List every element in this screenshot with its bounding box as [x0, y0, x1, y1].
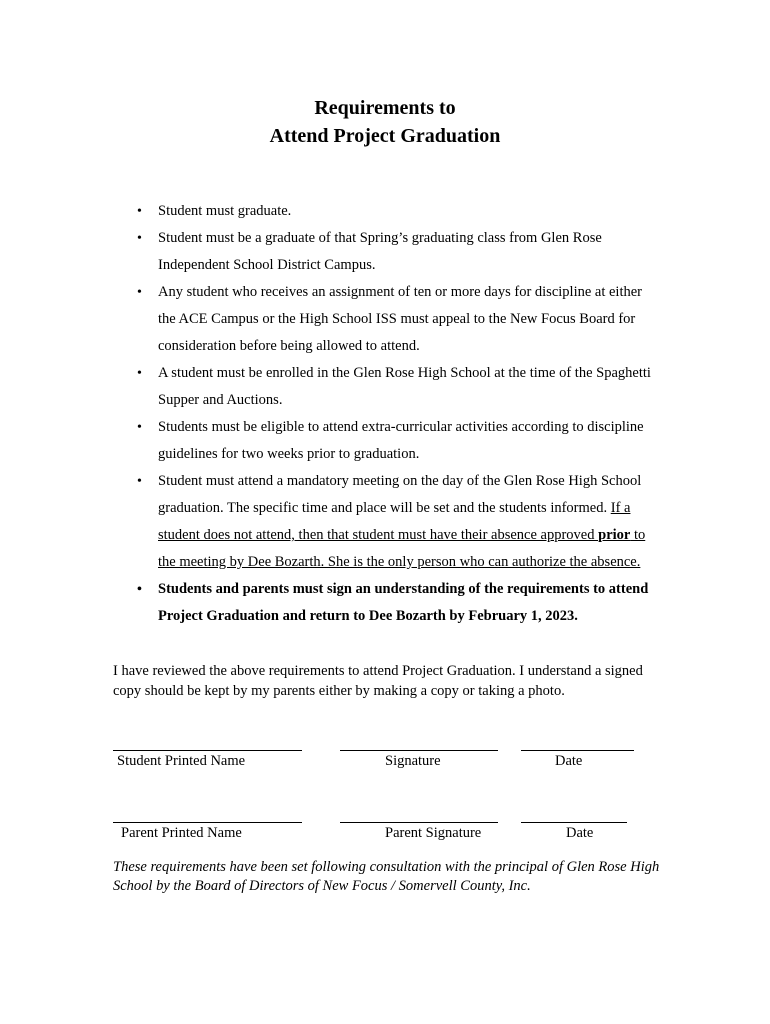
bullet-icon: •: [137, 204, 142, 219]
prior-emphasis: prior: [598, 527, 631, 543]
absence-notice-part-b: to the meeting by Dee Bozarth. She is the only person who can authorize the absence.: [158, 527, 646, 570]
date-label: Date: [555, 753, 583, 769]
parent-date-label: Date: [566, 825, 594, 841]
requirement-item-6: [137, 468, 658, 576]
document-title: [0, 94, 770, 150]
title-line-1: Requirements to: [314, 97, 456, 119]
requirement-text: Student must be a graduate of that Spring’s graduating class from Glen Rose Independent School District Campus.: [158, 230, 602, 273]
requirement-item-4: [137, 360, 658, 414]
bullet-icon: •: [137, 285, 142, 300]
parent-signature-label: Parent Signature: [385, 825, 482, 841]
bullet-icon: •: [137, 474, 142, 489]
student-name-line[interactable]: [113, 750, 302, 751]
requirements-list: [137, 198, 658, 630]
requirement-text: Students and parents must sign an understanding of the requirements to attend Project Graduation and return to Dee Bozarth by February 1, 2023.: [158, 581, 649, 624]
acknowledgement-text: I have reviewed the above requirements to attend Project Graduation. I understand a signed copy should be kept by my parents either by making a copy or taking a photo.: [113, 663, 643, 699]
requirement-text: Student must attend a mandatory meeting on the day of the Glen Rose High School graduation. The specific time and place will be set and the students informed.: [158, 473, 642, 516]
bullet-icon: •: [137, 231, 142, 246]
absence-notice-part-a: If a student does not attend, then that student must have their absence approved: [158, 500, 631, 543]
parent-printed-name-label: Parent Printed Name: [121, 825, 242, 841]
requirement-text: Student must graduate.: [158, 203, 292, 219]
requirement-item-2: [137, 225, 658, 279]
requirement-item-3: [137, 279, 658, 360]
title-line-2: Attend Project Graduation: [269, 125, 501, 147]
requirement-item-7: [137, 576, 658, 630]
footer-note: These requirements have been set following consultation with the principal of Glen Rose High School by the Board of Directors of New Focus / Somervell County, Inc.: [113, 859, 660, 894]
bullet-icon: •: [137, 582, 142, 597]
student-printed-name-label: Student Printed Name: [117, 753, 246, 769]
requirement-text: A student must be enrolled in the Glen Rose High School at the time of the Spaghetti Supper and Auctions.: [158, 365, 651, 408]
parent-signature-line[interactable]: [340, 822, 498, 823]
student-date-line[interactable]: [521, 750, 634, 751]
requirement-item-1: [137, 198, 658, 225]
parent-name-line[interactable]: [113, 822, 302, 823]
requirement-item-5: [137, 414, 658, 468]
signature-label: Signature: [385, 753, 441, 769]
requirement-text: Any student who receives an assignment of ten or more days for discipline at either the ACE Campus or the High School ISS must appeal to the New Focus Board for consideration before being allowed to attend.: [158, 284, 643, 354]
bullet-icon: •: [137, 420, 142, 435]
parent-date-line[interactable]: [521, 822, 627, 823]
bullet-icon: •: [137, 366, 142, 381]
requirement-text: Students must be eligible to attend extra-curricular activities according to discipline guidelines for two weeks prior to graduation.: [158, 419, 644, 462]
student-signature-line[interactable]: [340, 750, 498, 751]
